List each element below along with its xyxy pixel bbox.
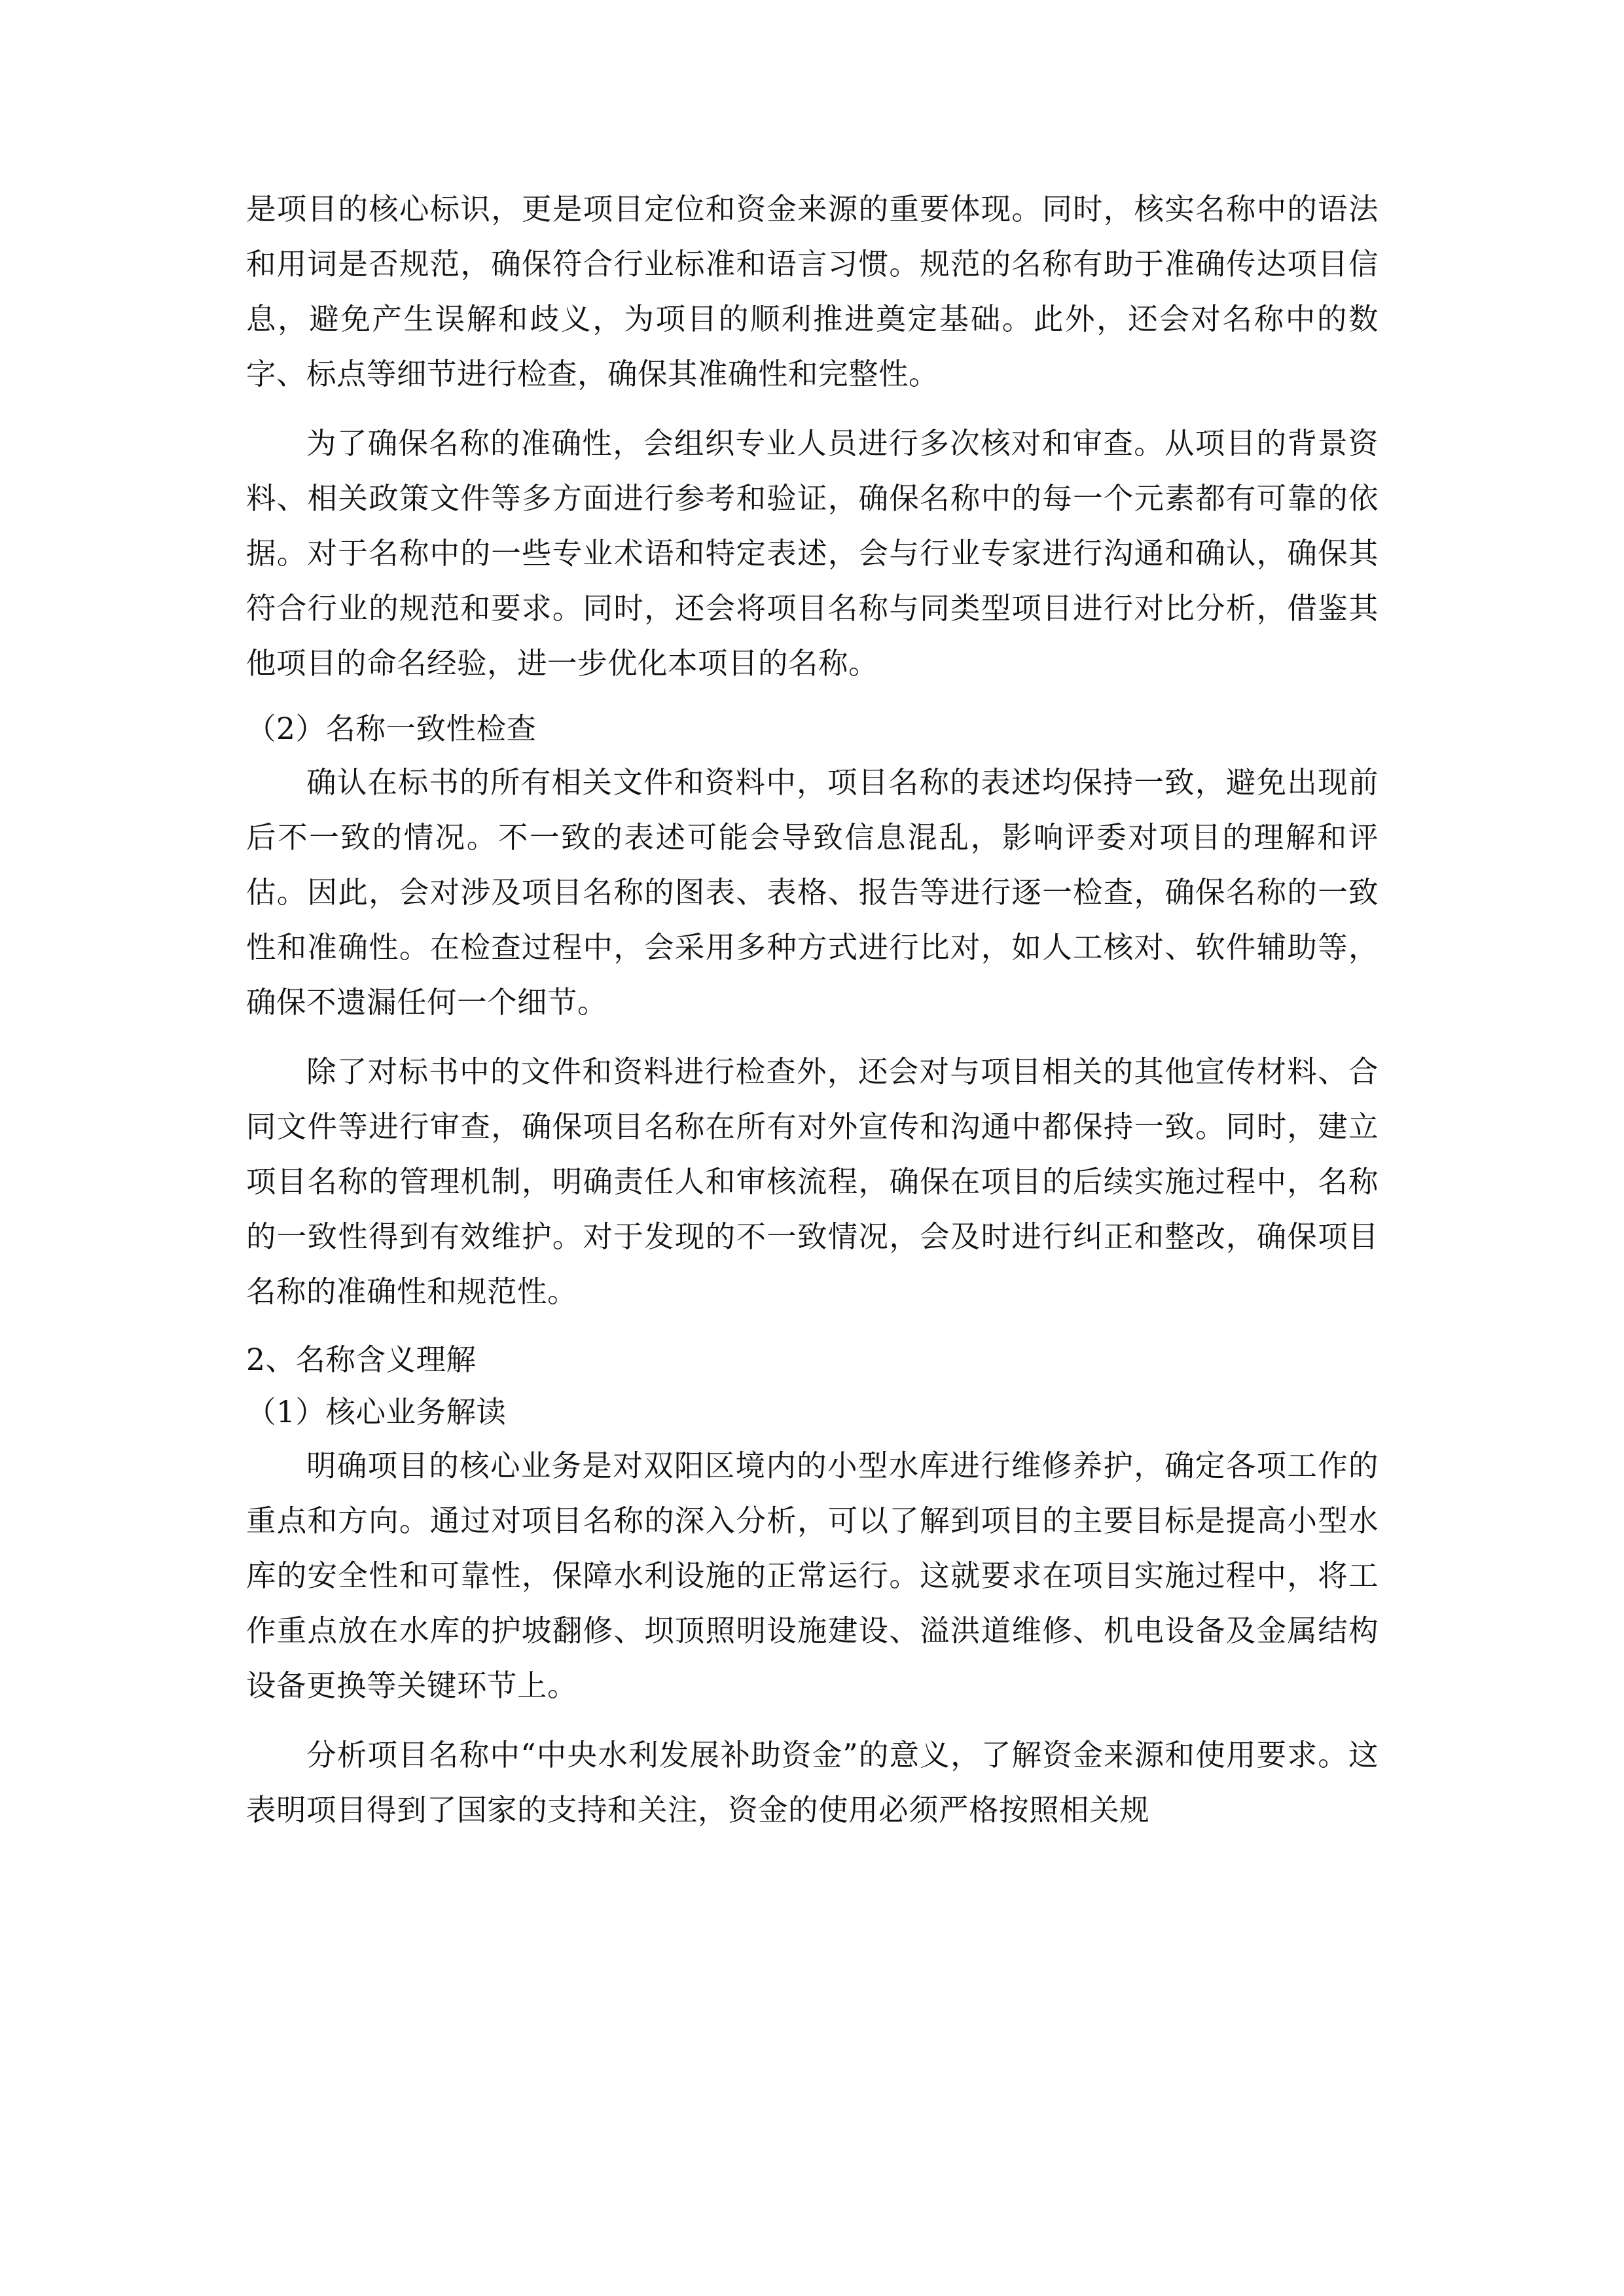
paragraph-funding-meaning: 分析项目名称中“中央水利发展补助资金”的意义，了解资金来源和使用要求。这表明项目得到了国家的支持和关注，资金的使用必须严格按照相关规	[246, 1738, 1379, 1827]
heading-core-business: （1）核心业务解读	[246, 1395, 507, 1429]
heading-section-name-meaning: 2、名称含义理解	[246, 1342, 477, 1377]
paragraph-name-accuracy-review: 为了确保名称的准确性，会组织专业人员进行多次核对和审查。从项目的背景资料、相关政策文件等多方面进行参考和验证，确保名称中的每一个元素都有可靠的依据。对于名称中的一些专业术语和特定表述，会与行业专家进行沟通和确认，确保其符合行业的规范和要求。同时，还会将项目名称与同类型项目进行对比分析，借鉴其他项目的命名经验，进一步优化本项目的名称。	[246, 426, 1379, 681]
heading-name-consistency-check: （2）名称一致性检查	[246, 711, 537, 746]
paragraph-consistency-maintenance: 除了对标书中的文件和资料进行检查外，还会对与项目相关的其他宣传材料、合同文件等进行审查，确保项目名称在所有对外宣传和沟通中都保持一致。同时，建立项目名称的管理机制，明确责任人和审核流程，确保在项目的后续实施过程中，名称的一致性得到有效维护。对于发现的不一致情况，会及时进行纠正和整改，确保项目名称的准确性和规范性。	[246, 1054, 1379, 1309]
paragraph-name-standardization: 是项目的核心标识，更是项目定位和资金来源的重要体现。同时，核实名称中的语法和用词是否规范，确保符合行业标准和语言习惯。规范的名称有助于准确传达项目信息，避免产生误解和歧义，为项目的顺利推进奠定基础。此外，还会对名称中的数字、标点等细节进行检查，确保其准确性和完整性。	[246, 192, 1379, 391]
document-body	[246, 182, 1379, 1838]
paragraph-consistency-in-documents: 确认在标书的所有相关文件和资料中，项目名称的表述均保持一致，避免出现前后不一致的情况。不一致的表述可能会导致信息混乱，影响评委对项目的理解和评估。因此，会对涉及项目名称的图表、表格、报告等进行逐一检查，确保名称的一致性和准确性。在检查过程中，会采用多种方式进行比对，如人工核对、软件辅助等，确保不遗漏任何一个细节。	[246, 765, 1379, 1020]
paragraph-core-business: 明确项目的核心业务是对双阳区境内的小型水库进行维修养护，确定各项工作的重点和方向。通过对项目名称的深入分析，可以了解到项目的主要目标是提高小型水库的安全性和可靠性，保障水利设施的正常运行。这就要求在项目实施过程中，将工作重点放在水库的护坡翻修、坝顶照明设施建设、溢洪道维修、机电设备及金属结构设备更换等关键环节上。	[246, 1448, 1379, 1703]
